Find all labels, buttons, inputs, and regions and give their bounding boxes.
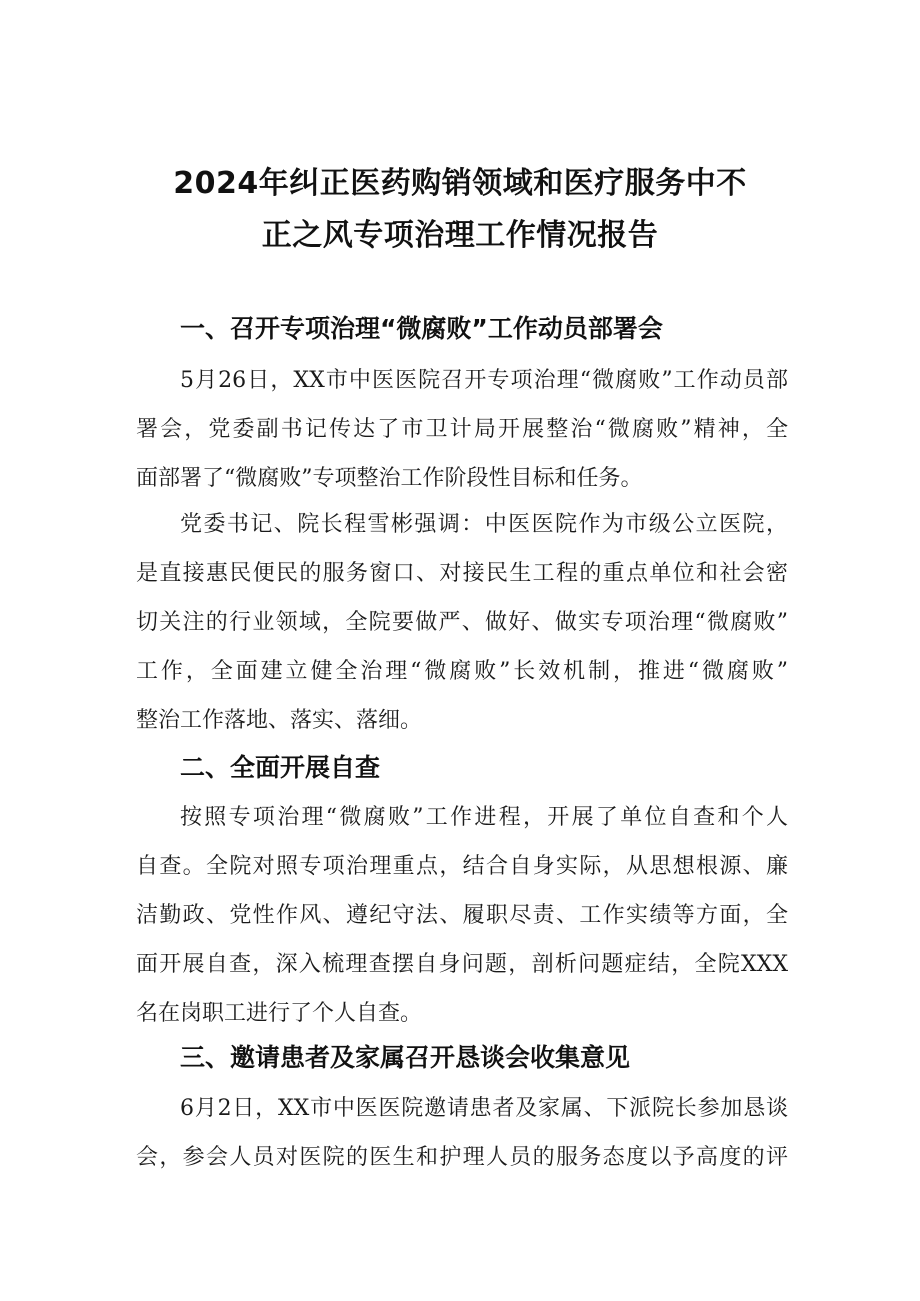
section-3-paragraph-1: [136, 1084, 788, 1182]
paragraph-line: 署会，党委副书记传达了市卫计局开展整治“微腐败”精神，全: [136, 417, 788, 442]
document-title-line-2: 正之风专项治理工作情况报告: [261, 218, 659, 253]
document-title-line-1: 2024年纠正医药购销领域和医疗服务中不: [173, 166, 747, 201]
paragraph-line: 切关注的行业领域，全院要做严、做好、做实专项治理“微腐败”: [136, 610, 788, 635]
section-3-heading: 三、邀请患者及家属召开恳谈会收集意见: [180, 1043, 631, 1072]
paragraph-line: 工作，全面建立健全治理“微腐败”长效机制，推进“微腐败”: [136, 659, 788, 684]
paragraph-line: 5月26日，XX市中医医院召开专项治理“微腐败”工作动员部: [180, 368, 788, 393]
paragraph-line: 面部署了“微腐败”专项整治工作阶段性目标和任务。: [136, 466, 643, 491]
section-1-heading: 一、召开专项治理“微腐败”工作动员部署会: [180, 314, 663, 343]
paragraph-line: 名在岗职工进行了个人自查。: [136, 1001, 423, 1026]
paragraph-line: 面开展自查，深入梳理查摆自身问题，剖析问题症结，全院XXX: [136, 952, 788, 977]
paragraph-line: 洁勤政、党性作风、遵纪守法、履职尽责、工作实绩等方面，全: [136, 903, 788, 928]
paragraph-line: 是直接惠民便民的服务窗口、对接民生工程的重点单位和社会密: [136, 561, 788, 586]
paragraph-line: 按照专项治理“微腐败”工作进程，开展了单位自查和个人: [180, 805, 788, 830]
section-2-paragraph-1: [136, 793, 788, 1038]
paragraph-line: 6月2日，XX市中医医院邀请患者及家属、下派院长参加恳谈: [180, 1096, 788, 1121]
section-1-paragraph-1: [136, 356, 788, 503]
paragraph-line: 自查。全院对照专项治理重点，结合自身实际，从思想根源、廉: [136, 854, 788, 879]
paragraph-line: 党委书记、院长程雪彬强调：中医医院作为市级公立医院，: [180, 512, 788, 537]
section-1-paragraph-2: [136, 500, 788, 745]
paragraph-line: 会，参会人员对医院的医生和护理人员的服务态度以予高度的评: [136, 1145, 788, 1170]
paragraph-line: 整治工作落地、落实、落细。: [136, 708, 423, 733]
section-2-heading: 二、全面开展自查: [180, 753, 381, 782]
